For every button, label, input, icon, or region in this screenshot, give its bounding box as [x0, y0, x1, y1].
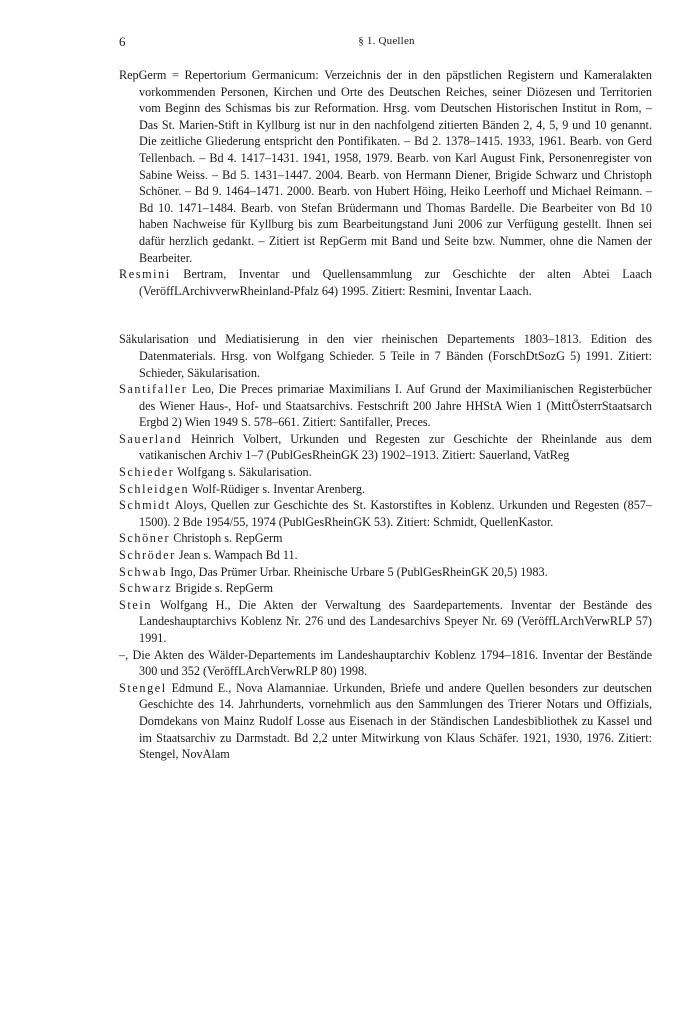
- entry-lead: Schleidgen: [119, 481, 190, 496]
- entry-schroeder: [119, 547, 652, 564]
- page-number: 6: [119, 34, 126, 49]
- entry-text: Ingo, Das Prümer Urbar. Rheinische Urbare 5 (PublGesRheinGK 20,5) 1983.: [167, 564, 548, 579]
- entry-text: –, Die Akten des Wälder-Departements im Landeshauptarchiv Koblenz 1794–1816. Inventar der Bestände 300 und 352 (VeröffLArchVerwRLP 80) 1998.: [119, 647, 652, 679]
- entry-text: RepGerm = Repertorium Germanicum: Verzeichnis der in den päpstlichen Registern und Kameralakten vorkommenden Personen, Kirchen und Orte des Deutschen Reiches, seiner Diözesen und Territorien vom Beginn des Schismas bis zur Reformation. Hrsg. vom Deutschen Historischen Institut in Rom, – Das St. Marien-Stift in Kyllburg ist nur in den nachfolgend zitierten Bänden 2, 4, 5, 9 und 10 genannt. Die zeitliche Gliederung entspricht den Pontifikaten. – Bd 2. 1378–1415. 1933, 1961. Bearb. von Gerd Tellenbach. – Bd 4. 1417–1431. 1941, 1958, 1979. Bearb. von Karl August Fink, Personenregister von Sabine Weiss. – Bd 5. 1431–1447. 2004. Bearb. von Hermann Diener, Brigide Schwarz und Christoph Schöner. – Bd 9. 1464–1471. 2000. Bearb. von Hubert Höing, Heiko Leerhoff und Michael Reimann. – Bd 10. 1471–1484. Bearb. von Stefan Brüdermann und Thomas Bardelle. Die Bearbeiter von Bd 10 haben Nachweise für Kyllburg bis zum Bearbeitungstand Juni 2006 zur Verfügung gestellt. Ihnen sei dafür herzlich gedankt. – Zitiert ist RepGerm mit Band und Seite bzw. Nummer, ohne die Namen der Bearbeiter.: [119, 68, 652, 265]
- entry-lead: Stein: [119, 597, 153, 612]
- entry-lead: Stengel: [119, 680, 167, 695]
- entry-saekularisation: [119, 331, 652, 381]
- entry-stein: [119, 597, 652, 647]
- entry-repgerm: [119, 67, 652, 266]
- entry-lead: Schmidt: [119, 498, 171, 513]
- entry-schoener: [119, 530, 652, 547]
- entry-sauerland: [119, 431, 652, 464]
- entry-schwarz: [119, 580, 652, 597]
- entry-text: Edmund E., Nova Alamanniae. Urkunden, Briefe und andere Quellen besonders zur deutschen Geschichte des 14. Jahrhunderts, vornehmlich aus den Sammlungen des Trierer Notars und Offizials, Domdekans von Mainz Rudolf Losse aus Eisenach in der Ständischen Landesbibliothek zu Kassel und im Staatsarchiv zu Darmstadt. Bd 2,2 unter Mitwirkung von Klaus Schäfer. 1921, 1930, 1976. Zitiert: Stengel, NovAlam: [139, 680, 652, 762]
- section-gap: [119, 299, 652, 331]
- entry-lead: Sauerland: [119, 431, 183, 446]
- entry-text: Heinrich Volbert, Urkunden und Regesten zur Geschichte der Rheinlande aus dem vatikanischen Archiv 1–7 (PublGesRheinGK 23) 1902–1913. Zitiert: Sauerland, VatReg: [139, 431, 652, 463]
- running-title: § 1. Quellen: [358, 35, 415, 47]
- entry-lead: Santifaller: [119, 382, 188, 397]
- entry-text: Aloys, Quellen zur Geschichte des St. Kastorstiftes in Koblenz. Urkunden und Regesten (857–1500). 2 Bde 1954/55, 1974 (PublGesRheinGK 53). Zitiert: Schmidt, QuellenKastor.: [139, 498, 652, 529]
- bibliography-list: [119, 67, 652, 763]
- entry-resmini: [119, 266, 652, 299]
- entry-lead: Schöner: [119, 531, 171, 546]
- entry-lead: Schieder: [119, 465, 175, 480]
- entry-stengel: [119, 680, 652, 763]
- entry-text: Christoph s. RepGerm: [170, 531, 283, 546]
- entry-schleidgen: [119, 481, 652, 498]
- entry-text: Wolf-Rüdiger s. Inventar Arenberg.: [189, 481, 366, 496]
- entry-lead: Schwarz: [119, 581, 173, 596]
- entry-text: Wolfgang s. Säkularisation.: [174, 465, 312, 480]
- page-header: [119, 34, 654, 52]
- entry-text: Säkularisation und Mediatisierung in den vier rheinischen Departements 1803–1813. Edition des Datenmaterials. Hrsg. von Wolfgang Schieder. 5 Teile in 7 Bänden (ForschDtSozG 5) 1991. Zitiert: Schieder, Säkularisation.: [119, 332, 652, 380]
- entry-text: Jean s. Wampach Bd 11.: [175, 548, 298, 563]
- entry-schmidt: [119, 497, 652, 530]
- entry-lead: Schwab: [119, 564, 168, 579]
- entry-schwab: [119, 564, 652, 581]
- entry-text: Leo, Die Preces primariae Maximilians I. Auf Grund der Maximilianischen Registerbücher des Wiener Haus-, Hof- und Staatsarchivs. Festschrift 200 Jahre HHStA Wien 1 (MittÖsterrStaatsarch Ergbd 2) Wien 1949 S. 578–661. Zitiert: Santifaller, Preces.: [139, 382, 652, 430]
- entry-schieder: [119, 464, 652, 481]
- entry-text: Bertram, Inventar und Quellensammlung zur Geschichte der alten Abtei Laach (VeröffLArchivverwRheinland-Pfalz 64) 1995. Zitiert: Resmini, Inventar Laach.: [139, 267, 652, 298]
- entry-santifaller: [119, 381, 652, 431]
- entry-text: Brigide s. RepGerm: [172, 581, 274, 596]
- entry-lead: Resmini: [119, 267, 171, 282]
- entry-lead: Schröder: [119, 548, 176, 563]
- entry-text: Wolfgang H., Die Akten der Verwaltung des Saardepartements. Inventar der Bestände des Landeshauptarchivs Koblenz Nr. 276 und des Landesarchivs Speyer Nr. 69 (VeröffLArchVerwRLP 57) 1991.: [139, 597, 652, 645]
- entry-stein-2: [119, 647, 652, 680]
